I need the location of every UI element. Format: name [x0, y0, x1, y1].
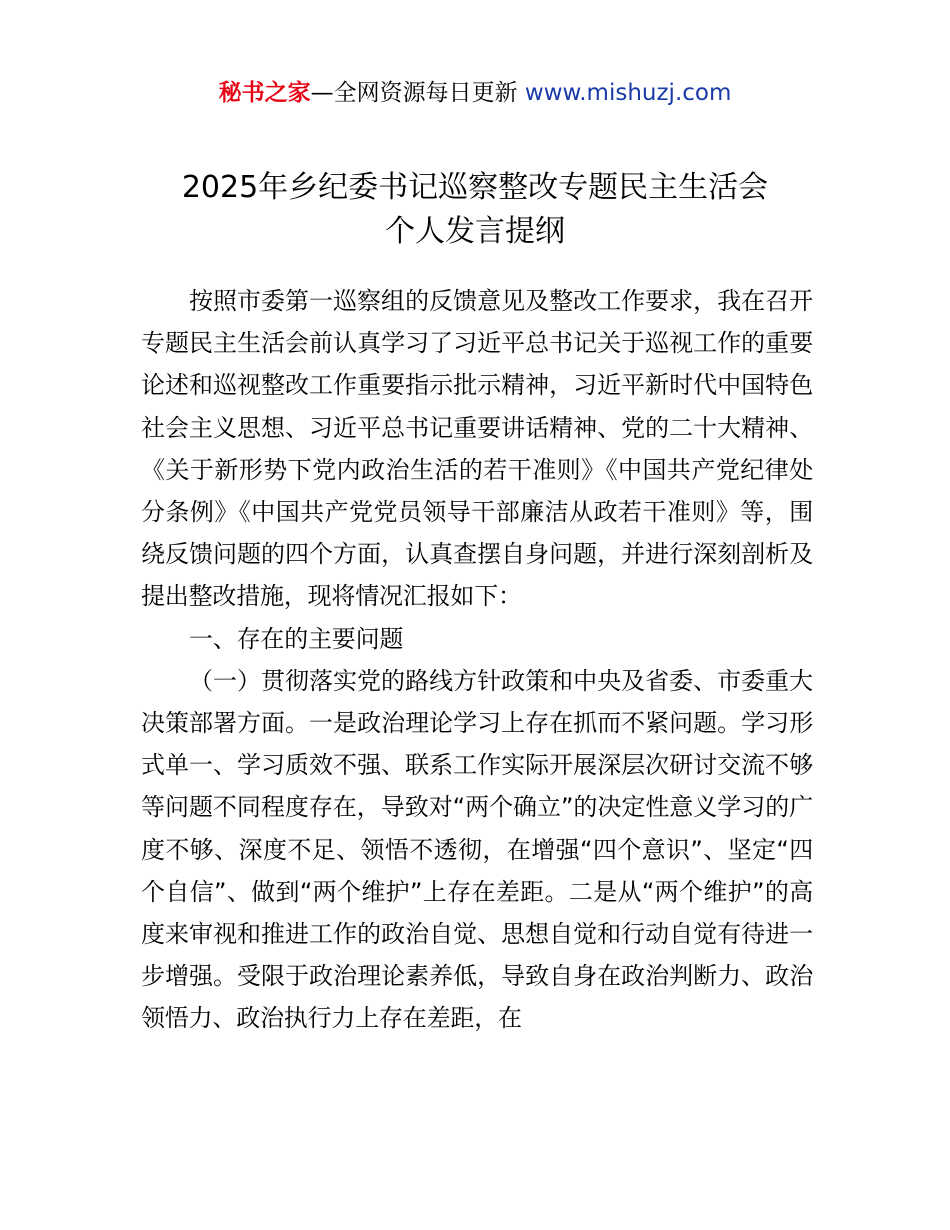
site-brand: 秘书之家 — [218, 80, 311, 106]
document-body — [141, 280, 813, 1040]
section-heading: 一、存在的主要问题 — [189, 624, 404, 653]
document-title — [0, 166, 950, 254]
section-paragraph: （一）贯彻落实党的路线方针政策和中央及省委、市委重大决策部署方面。一是政治理论学习上存在抓而不紧问题。学习形式单一、学习质效不强、联系工作实际开展深层次研讨交流不够等问题不同程度存在，导致对“两个确立”的决定性意义学习的广度不够、深度不足、领悟不透彻，在增强“四个意识”、坚定“四个自信”、做到“两个维护”上存在差距。二是从“两个维护”的高度来审视和推进工作的政治自觉、思想自觉和行动自觉有待进一步增强。受限于政治理论素养低，导致自身在政治判断力、政治领悟力、政治执行力上存在差距，在 — [141, 666, 813, 1033]
intro-paragraph: 按照市委第一巡察组的反馈意见及整改工作要求，我在召开专题民主生活会前认真学习了习近平总书记关于巡视工作的重要论述和巡视整改工作重要指示批示精神，习近平新时代中国特色社会主义思想、习近平总书记重要讲话精神、党的二十大精神、《关于新形势下党内政治生活的若干准则》《中国共产党纪律处分条例》《中国共产党党员领导干部廉洁从政若干准则》等，围绕反馈问题的四个方面，认真查摆自身问题，并进行深刻剖析及提出整改措施，现将情况汇报如下： — [141, 287, 813, 611]
site-slogan: —全网资源每日更新 — [310, 80, 525, 106]
site-header — [0, 76, 950, 110]
title-line-1: 2025年乡纪委书记巡察整改专题民主生活会 — [181, 170, 769, 205]
site-url-link[interactable]: www.mishuzj.com — [524, 80, 732, 106]
title-line-2: 个人发言提纲 — [385, 214, 565, 249]
